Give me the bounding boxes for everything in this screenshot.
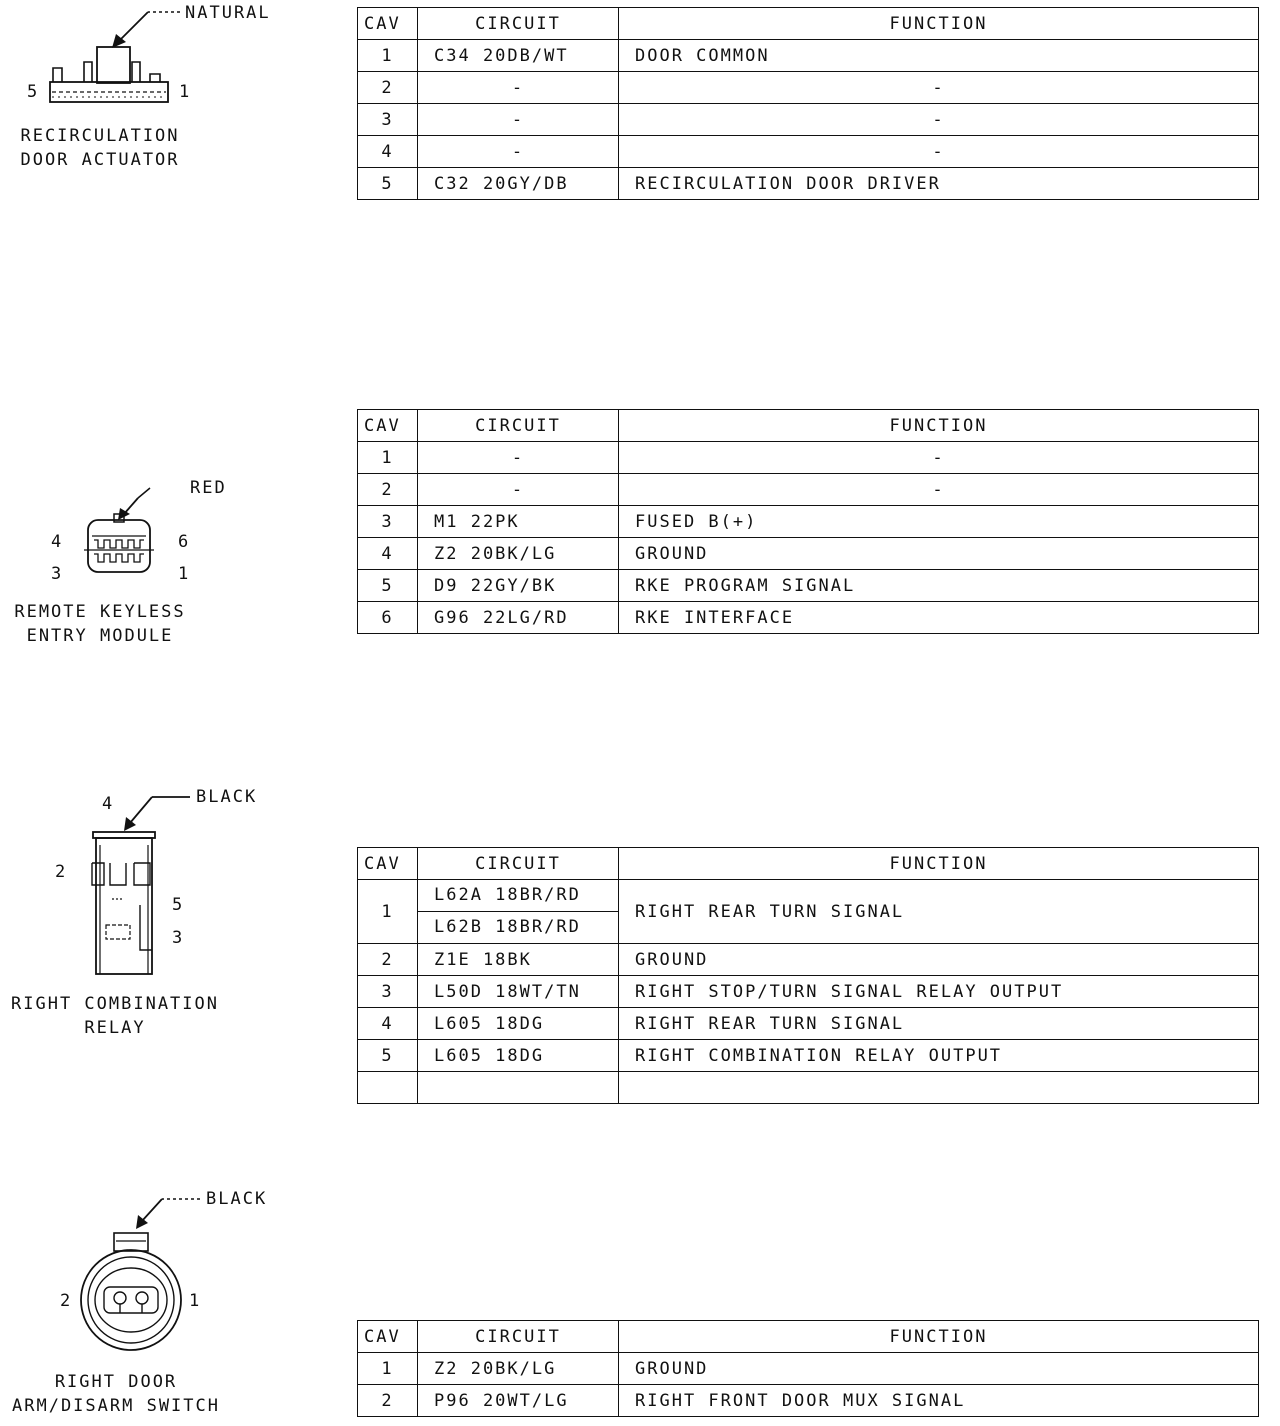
cell-circuit: L50D 18WT/TN — [418, 976, 619, 1008]
connector-name-line2: ARM/DISARM SWITCH — [12, 1396, 220, 1416]
cell-cav: 2 — [358, 1385, 418, 1417]
pin-label: 2 — [60, 1291, 73, 1311]
cell-function: RECIRCULATION DOOR DRIVER — [619, 168, 1259, 200]
table-row — [358, 506, 1259, 538]
cell-function: RIGHT STOP/TURN SIGNAL RELAY OUTPUT — [619, 976, 1259, 1008]
connector-color-label: BLACK — [196, 787, 258, 807]
pin-label: 3 — [51, 564, 64, 584]
table-row — [358, 1385, 1259, 1417]
header-cav: CAV — [358, 848, 418, 880]
pin-label: 2 — [55, 862, 68, 882]
connector-name-line2: RELAY — [84, 1018, 146, 1038]
pin-label: 1 — [178, 564, 191, 584]
table-row — [358, 976, 1259, 1008]
table-row — [358, 474, 1259, 506]
cell-function: - — [619, 104, 1259, 136]
cell-function: GROUND — [619, 1353, 1259, 1385]
table-row — [358, 570, 1259, 602]
connector-shape — [0, 785, 300, 985]
connector-diagram — [0, 0, 300, 200]
table-row — [358, 1353, 1259, 1385]
cell-circuit: C32 20GY/DB — [418, 168, 619, 200]
cell-circuit: L605 18DG — [418, 1008, 619, 1040]
table-row — [358, 944, 1259, 976]
cell-cav: 3 — [358, 104, 418, 136]
pin-label: 1 — [189, 1291, 202, 1311]
table-row — [358, 442, 1259, 474]
connector-name — [0, 1370, 232, 1418]
cell-cav: 5 — [358, 168, 418, 200]
connector-shape — [0, 1185, 300, 1365]
connector-color-label: RED — [190, 478, 227, 498]
connector-color-label: NATURAL — [185, 3, 271, 23]
header-cav: CAV — [358, 8, 418, 40]
cell-cav: 3 — [358, 976, 418, 1008]
cell-circuit: M1 22PK — [418, 506, 619, 538]
header-circuit: CIRCUIT — [418, 8, 619, 40]
table-row — [358, 538, 1259, 570]
cell-function: RIGHT REAR TURN SIGNAL — [619, 1008, 1259, 1040]
table-row — [358, 40, 1259, 72]
cell-cav: 1 — [358, 442, 418, 474]
cell-cav: 4 — [358, 1008, 418, 1040]
cell-circuit: Z1E 18BK — [418, 944, 619, 976]
cell-cav: 2 — [358, 474, 418, 506]
connector-shape — [0, 470, 300, 590]
cell-circuit: - — [418, 474, 619, 506]
cell-circuit: - — [418, 104, 619, 136]
pin-label: 4 — [51, 532, 64, 552]
table-row — [358, 1008, 1259, 1040]
cell-function: DOOR COMMON — [619, 40, 1259, 72]
cell-circuit: Z2 20BK/LG — [418, 538, 619, 570]
cell-function: RIGHT FRONT DOOR MUX SIGNAL — [619, 1385, 1259, 1417]
table-header-row — [358, 8, 1259, 40]
cell-function: - — [619, 474, 1259, 506]
pin-label: 6 — [178, 532, 191, 552]
header-circuit: CIRCUIT — [418, 410, 619, 442]
cell-circuit: L605 18DG — [418, 1040, 619, 1072]
cell-cav: 2 — [358, 944, 418, 976]
cell-circuit — [418, 1072, 619, 1104]
cell-circuit: - — [418, 136, 619, 168]
cell-cav: 5 — [358, 1040, 418, 1072]
table-row — [358, 136, 1259, 168]
pinout-table — [357, 847, 1259, 1104]
connector-name — [0, 992, 230, 1040]
cell-circuit: P96 20WT/LG — [418, 1385, 619, 1417]
cell-cav: 3 — [358, 506, 418, 538]
cell-circuit: - — [418, 442, 619, 474]
table-row — [358, 602, 1259, 634]
connector-diagram — [0, 470, 300, 660]
pinout-table — [357, 7, 1259, 200]
connector-color-label: BLACK — [206, 1189, 268, 1209]
header-cav: CAV — [358, 410, 418, 442]
table-row — [358, 72, 1259, 104]
pin-label: 5 — [172, 895, 185, 915]
connector-name-line1: RIGHT DOOR — [54, 1372, 178, 1392]
cell-circuit-split — [418, 880, 619, 944]
cell-circuit: C34 20DB/WT — [418, 40, 619, 72]
cell-function: FUSED B(+) — [619, 506, 1259, 538]
table-row — [358, 104, 1259, 136]
cell-cav: 6 — [358, 602, 418, 634]
connector-name-line1: RECIRCULATION — [20, 126, 180, 146]
cell-cav: 5 — [358, 570, 418, 602]
connector-name-line1: REMOTE KEYLESS — [14, 602, 186, 622]
cell-cav: 4 — [358, 136, 418, 168]
cell-cav: 1 — [358, 880, 418, 944]
table-header-row — [358, 410, 1259, 442]
cell-cav: 4 — [358, 538, 418, 570]
connector-diagram — [0, 785, 300, 1045]
header-circuit: CIRCUIT — [418, 1321, 619, 1353]
cell-function: RIGHT COMBINATION RELAY OUTPUT — [619, 1040, 1259, 1072]
cell-cav: 1 — [358, 40, 418, 72]
cell-circuit-secondary: L62B 18BR/RD — [418, 911, 618, 943]
header-function: FUNCTION — [619, 410, 1259, 442]
table-row — [358, 168, 1259, 200]
cell-cav: 1 — [358, 1353, 418, 1385]
table-header-row — [358, 848, 1259, 880]
pinout-table — [357, 1320, 1259, 1417]
cell-function: RIGHT REAR TURN SIGNAL — [619, 880, 1259, 944]
header-function: FUNCTION — [619, 848, 1259, 880]
pin-label: 1 — [179, 82, 192, 102]
cell-function: - — [619, 72, 1259, 104]
cell-function: RKE PROGRAM SIGNAL — [619, 570, 1259, 602]
pin-label: 4 — [102, 794, 115, 814]
cell-function — [619, 1072, 1259, 1104]
cell-function: - — [619, 442, 1259, 474]
cell-function: GROUND — [619, 944, 1259, 976]
cell-circuit: D9 22GY/BK — [418, 570, 619, 602]
cell-circuit: - — [418, 72, 619, 104]
cell-cav: 2 — [358, 72, 418, 104]
connector-name-line2: DOOR ACTUATOR — [20, 150, 180, 170]
cell-function: GROUND — [619, 538, 1259, 570]
connector-diagram — [0, 1185, 300, 1425]
cell-function: RKE INTERFACE — [619, 602, 1259, 634]
header-function: FUNCTION — [619, 1321, 1259, 1353]
table-row — [358, 1040, 1259, 1072]
pin-label: 3 — [172, 928, 185, 948]
table-header-row — [358, 1321, 1259, 1353]
cell-circuit: L62A 18BR/RD — [434, 885, 581, 905]
header-function: FUNCTION — [619, 8, 1259, 40]
table-row — [358, 1072, 1259, 1104]
cell-cav — [358, 1072, 418, 1104]
connector-name — [0, 600, 200, 648]
connector-name-line2: ENTRY MODULE — [26, 626, 174, 646]
table-row — [358, 880, 1259, 944]
connector-name — [0, 124, 200, 172]
connector-name-line1: RIGHT COMBINATION — [11, 994, 219, 1014]
pinout-table — [357, 409, 1259, 634]
pin-label: 5 — [27, 82, 40, 102]
header-cav: CAV — [358, 1321, 418, 1353]
cell-circuit: Z2 20BK/LG — [418, 1353, 619, 1385]
cell-circuit: G96 22LG/RD — [418, 602, 619, 634]
cell-function: - — [619, 136, 1259, 168]
header-circuit: CIRCUIT — [418, 848, 619, 880]
